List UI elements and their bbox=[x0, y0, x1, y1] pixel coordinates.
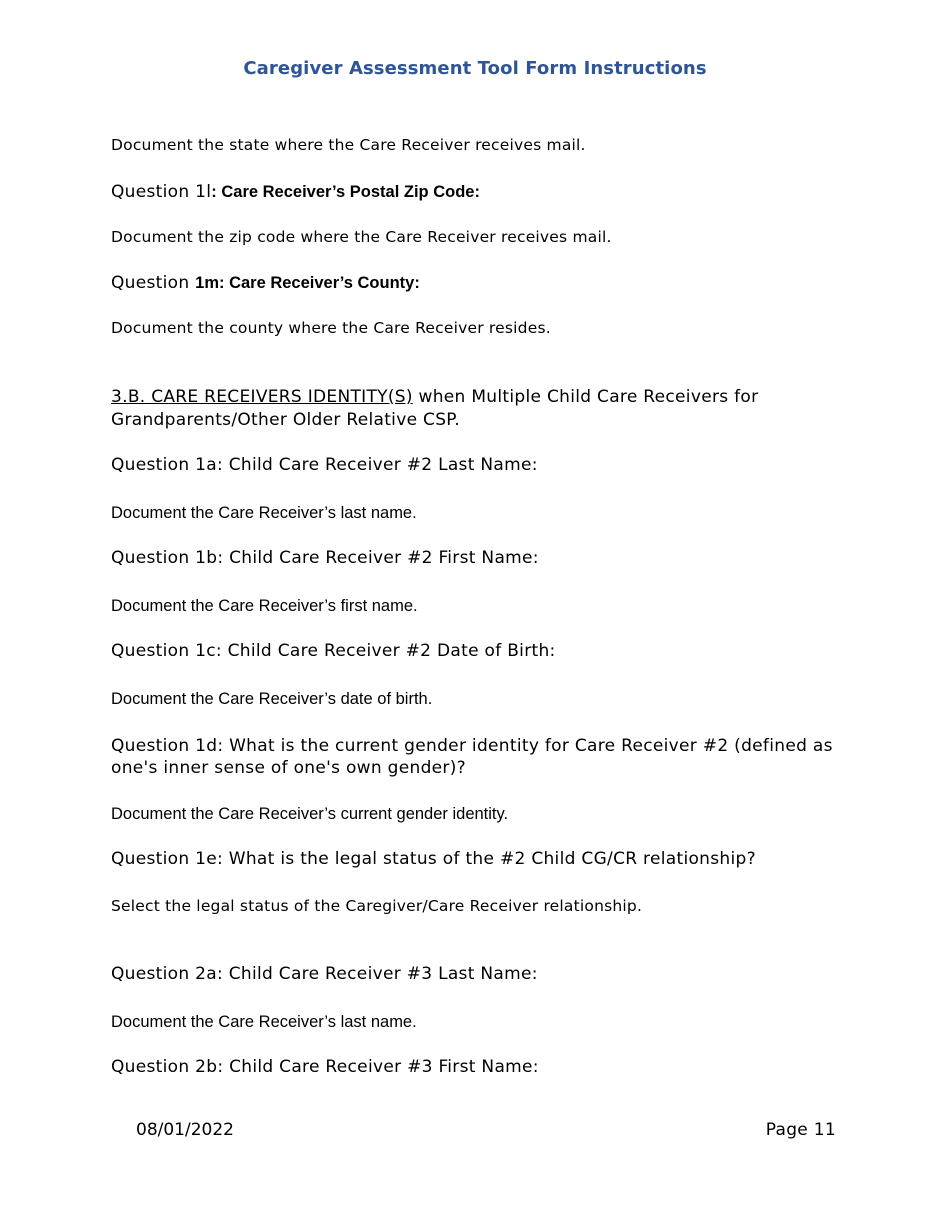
question-1d: Question 1d: What is the current gender identity for Care Receiver #2 (defined as one's inner sense of one's own gender)? bbox=[111, 736, 833, 778]
paragraph-gender-identity: Document the Care Receiver’s current gender identity. bbox=[111, 805, 509, 823]
paragraph-first-name-1: Document the Care Receiver’s first name. bbox=[111, 597, 418, 615]
paragraph-last-name-1: Document the Care Receiver’s last name. bbox=[111, 504, 417, 522]
footer-date: 08/01/2022 bbox=[136, 1120, 234, 1140]
question-1l-label: : Care Receiver’s Postal Zip Code: bbox=[211, 183, 480, 201]
question-1l-prefix: Question 1l bbox=[111, 182, 212, 202]
question-1m bbox=[111, 273, 841, 293]
question-1a: Question 1a: Child Care Receiver #2 Last Name: bbox=[111, 455, 538, 475]
question-1m-prefix: Question bbox=[111, 273, 196, 293]
paragraph-legal-status: Select the legal status of the Caregiver/Care Receiver relationship. bbox=[111, 897, 643, 915]
question-1l bbox=[111, 182, 841, 202]
paragraph-last-name-2: Document the Care Receiver’s last name. bbox=[111, 1013, 417, 1031]
section-heading-underlined: 3.B. CARE RECEIVERS IDENTITY(S) bbox=[111, 387, 413, 407]
question-1m-label: 1m: Care Receiver’s County: bbox=[195, 274, 420, 292]
section-heading-3b bbox=[111, 386, 841, 432]
question-1b: Question 1b: Child Care Receiver #2 First Name: bbox=[111, 548, 539, 568]
section-heading-rest: when Multiple Child Care Receivers for Grandparents/Other Older Relative CSP. bbox=[111, 387, 759, 430]
document-title: Caregiver Assessment Tool Form Instructions bbox=[243, 58, 707, 79]
paragraph-zip: Document the zip code where the Care Receiver receives mail. bbox=[111, 228, 612, 246]
question-2a: Question 2a: Child Care Receiver #3 Last Name: bbox=[111, 964, 538, 984]
paragraph-county: Document the county where the Care Receiver resides. bbox=[111, 319, 551, 337]
question-1c: Question 1c: Child Care Receiver #2 Date of Birth: bbox=[111, 641, 556, 661]
footer-page-number: Page 11 bbox=[765, 1120, 836, 1140]
question-1e: Question 1e: What is the legal status of the #2 Child CG/CR relationship? bbox=[111, 849, 756, 869]
question-2b: Question 2b: Child Care Receiver #3 First Name: bbox=[111, 1057, 539, 1077]
paragraph-date-of-birth: Document the Care Receiver’s date of birth. bbox=[111, 690, 433, 708]
paragraph-state: Document the state where the Care Receiver receives mail. bbox=[111, 136, 586, 154]
